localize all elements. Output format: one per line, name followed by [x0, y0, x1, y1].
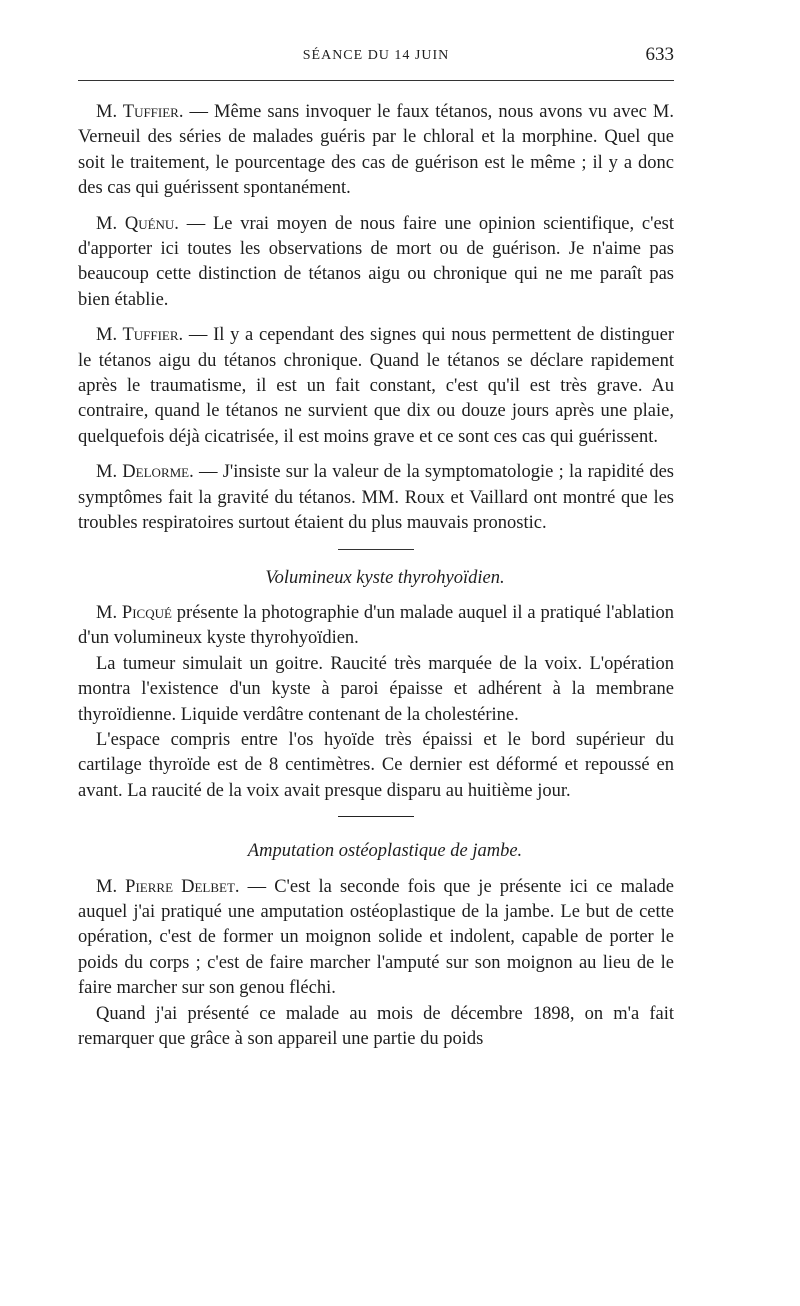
paragraph-tuffier-1 [78, 100, 674, 202]
paragraph-quenu [78, 212, 674, 314]
page-header [78, 44, 674, 70]
running-title: SÉANCE DU 14 JUIN [302, 48, 450, 63]
speaker-name: M. Tuffier. [96, 102, 184, 122]
paragraph-delorme [78, 460, 674, 536]
section-divider [338, 549, 414, 550]
speaker-name: M. Tuffier. [96, 325, 184, 346]
page-number: 633 [645, 44, 674, 65]
paragraph-quand: Quand j'ai présenté ce malade au mois de décembre 1898, on m'a fait remarquer que grâce à son appareil une partie du poids [78, 1003, 674, 1049]
paragraph-tumeur: La tumeur simulait un goitre. Raucité très marquée de la voix. L'opération montra l'existence d'un kyste à paroi épaisse et adhérent à la membrane thyroïdienne. Liquide verdâtre contenant de la cholestérine. [78, 653, 674, 725]
paragraph-text: — Il y a cependant des signes qui nous permettent de distinguer le tétanos aigu du tétanos chronique. Quand le tétanos se déclare rapidement après le traumatisme, il est un fait constant, c'est qu'il est très grave. Au contraire, quand le tétanos ne survient que dix ou douze jours après une plaie, quelquefois déjà cicatrisée, il est moins grave et ce sont ces cas qui guérissent. [78, 325, 674, 447]
page-body [78, 100, 674, 1052]
paragraph-espace: L'espace compris entre l'os hyoïde très épaissi et le bord supérieur du cartilage thyroïde est de 8 centimètres. Ce dernier est déformé et repoussé en avant. La raucité de la voix avait presque disparu au huitième jour. [78, 729, 674, 801]
section-title-amputation: Amputation ostéoplastique de jambe. [247, 841, 523, 862]
section-title-kyste: Volumineux kyste thyrohyoïdien. [265, 567, 505, 588]
speaker-name: M. Pierre Delbet. [96, 876, 240, 897]
paragraph-picque [78, 601, 674, 652]
paragraph-text: — C'est la seconde fois que je présente ici ce malade auquel j'ai pratiqué une amputation ostéoplastique de la jambe. Le but de cette opération, c'est de former un moignon solide et indolent, capable de porter le poids du corps ; c'est de faire marcher l'amputé sur son moignon au lieu de le faire marcher sur son genou fléchi. [78, 876, 674, 999]
paragraph-text: — J'insiste sur la valeur de la symptomatologie ; la rapidité des symptômes fait la gravité du tétanos. MM. Roux et Vaillard ont montré que les troubles respiratoires surtout étaient du plus mauvais pronostic. [78, 462, 674, 534]
speaker-name: M. Quénu. [96, 213, 179, 234]
header-rule [78, 80, 674, 81]
paragraph-text: — Même sans invoquer le faux tétanos, nous avons vu avec M. Verneuil des séries de malades guéris par le chloral et la morphine. Quel que soit le traitement, le pourcentage des cas de guérison est le même ; il y a donc des cas qui guérissent spontanément. [78, 102, 674, 199]
paragraph-text: — Le vrai moyen de nous faire une opinion scientifique, c'est d'apporter ici toutes les observations de mort ou de guérison. Je n'aime pas beaucoup cette distinction de tétanos aigu ou chronique qui ne me paraît pas bien établie. [78, 213, 674, 310]
speaker-name: M. Delorme. [96, 462, 194, 483]
section-divider [338, 816, 414, 817]
paragraph-tuffier-2 [78, 323, 674, 450]
speaker-name: M. Picqué [96, 602, 172, 623]
paragraph-delbet [78, 875, 674, 1002]
paragraph-text: présente la photographie d'un malade auquel il a pratiqué l'ablation d'un volumineux kyste thyrohyoïdien. [78, 602, 674, 649]
